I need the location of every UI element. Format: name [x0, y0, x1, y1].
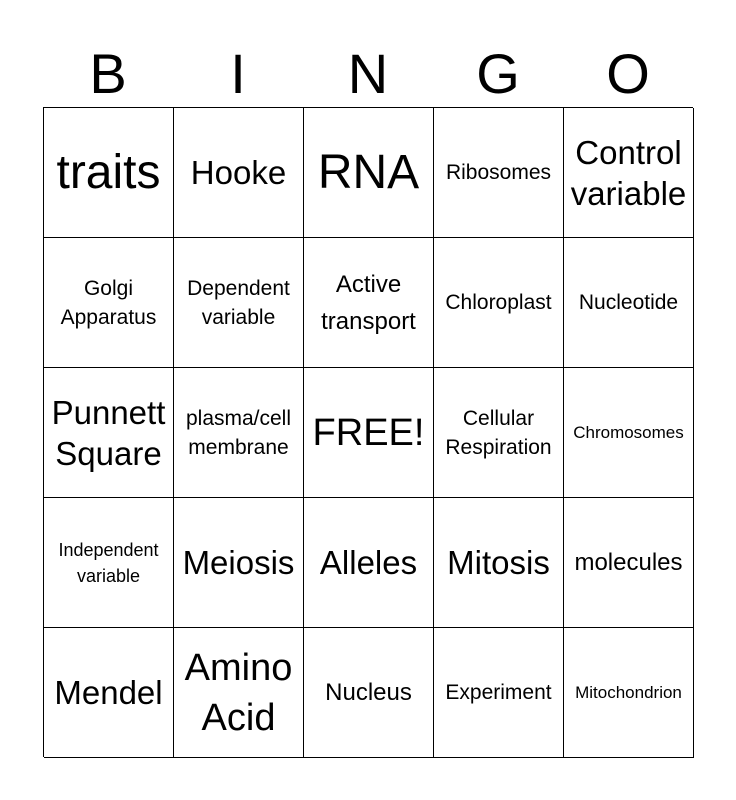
cell-text: Active transport — [321, 270, 416, 335]
bingo-cell — [174, 498, 304, 628]
bingo-cell — [304, 628, 434, 758]
cell-text: Golgi Apparatus — [60, 276, 157, 329]
cell-text: Mitosis — [447, 544, 550, 581]
bingo-cell — [434, 368, 564, 498]
free-space-text: FREE! — [312, 411, 425, 454]
cell-text: Nucleus — [325, 679, 412, 706]
cell-text: Meiosis — [182, 544, 295, 581]
cell-text: Alleles — [319, 544, 418, 581]
cell-text: RNA — [317, 145, 420, 199]
bingo-cell — [44, 498, 174, 628]
cell-text: Hooke — [190, 154, 287, 191]
header-letter-g: G — [476, 42, 520, 105]
bingo-cell — [434, 498, 564, 628]
bingo-cell — [304, 238, 434, 368]
bingo-cell — [44, 368, 174, 498]
cell-text: Dependent variable — [187, 276, 290, 329]
header-letter-o: O — [606, 42, 650, 105]
cell-text: Independent variable — [58, 539, 159, 586]
cell-text: Chloroplast — [445, 291, 552, 314]
cell-text: Punnett Square — [51, 393, 166, 472]
cell-text: Mendel — [54, 674, 163, 711]
bingo-cell — [434, 238, 564, 368]
free-space-cell — [304, 368, 434, 498]
bingo-cell — [174, 368, 304, 498]
bingo-cell — [564, 498, 694, 628]
cell-text: plasma/cell membrane — [185, 406, 292, 459]
bingo-cell — [564, 628, 694, 758]
bingo-cell — [304, 108, 434, 238]
cell-text: Mitochondrion — [575, 682, 682, 702]
bingo-cell — [174, 238, 304, 368]
bingo-cell — [174, 628, 304, 758]
bingo-cell — [434, 628, 564, 758]
bingo-cell — [44, 238, 174, 368]
bingo-cell — [564, 108, 694, 238]
header-letter-i: I — [230, 42, 246, 105]
cell-text: Ribosomes — [445, 161, 552, 184]
bingo-cell — [434, 108, 564, 238]
bingo-cell — [44, 628, 174, 758]
header-letter-b: B — [89, 42, 127, 105]
cell-text: Amino Acid — [184, 646, 293, 739]
cell-text: Nucleotide — [578, 291, 679, 314]
bingo-cell — [44, 108, 174, 238]
cell-text: Experiment — [445, 681, 552, 704]
bingo-cell — [174, 108, 304, 238]
cell-text: Control variable — [570, 133, 687, 212]
cell-text: Chromosomes — [573, 422, 684, 442]
cell-text: molecules — [574, 549, 683, 576]
bingo-cell — [304, 498, 434, 628]
header-letter-n: N — [347, 42, 389, 105]
bingo-header — [43, 40, 693, 108]
bingo-board — [43, 107, 693, 757]
cell-text: Cellular Respiration — [445, 406, 552, 459]
cell-text: traits — [56, 145, 161, 199]
bingo-cell — [564, 238, 694, 368]
bingo-cell — [564, 368, 694, 498]
